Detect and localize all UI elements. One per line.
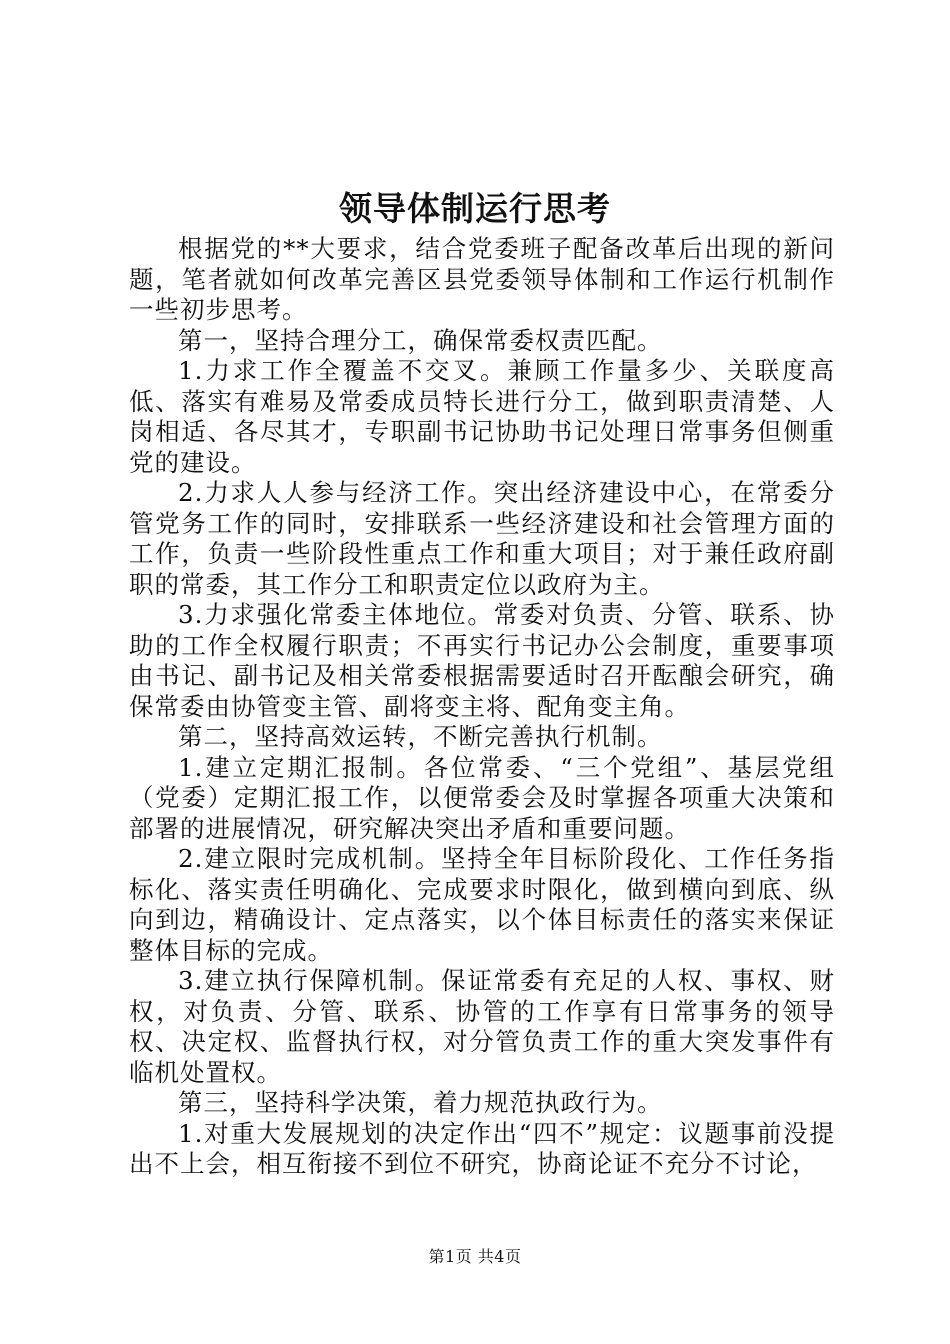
paragraph-2-2: 2.建立限时完成机制。坚持全年目标阶段化、工作任务指标化、落实责任明确化、完成要求时限化，做到横向到底、纵向到边，精确设计、定点落实，以个体目标责任的落实来保证整体目标的完成。 (129, 844, 835, 965)
document-title: 领导体制运行思考 (339, 189, 611, 228)
paragraph-3-1: 1.对重大发展规划的决定作出“四不”规定：议题事前没提出不上会，相互衔接不到位不研究，协商论证不充分不讨论， (129, 1118, 835, 1178)
paragraph-intro: 根据党的**大要求，结合党委班子配备改革后出现的新问题，笔者就如何改革完善区县党委领导体制和工作运行机制作一些初步思考。 (129, 234, 835, 324)
document-body (129, 234, 835, 1180)
paragraph-1-2: 2.力求人人参与经济工作。突出经济建设中心，在常委分管党务工作的同时，安排联系一些经济建设和社会管理方面的工作，负责一些阶段性重点工作和重大项目；对于兼任政府副职的常委，其工作分工和职责定位以政府为主。 (129, 478, 835, 599)
paragraph-1-3: 3.力求强化常委主体地位。常委对负责、分管、联系、协助的工作全权履行职责；不再实行书记办公会制度，重要事项由书记、副书记及相关常委根据需要适时召开酝酿会研究，确保常委由协管变主管、副将变主将、配角变主角。 (129, 600, 835, 721)
section-heading-2: 第二，坚持高效运转，不断完善执行机制。 (178, 722, 663, 751)
section-heading-3: 第三，坚持科学决策，着力规范执政行为。 (178, 1088, 663, 1117)
section-heading-1: 第一，坚持合理分工，确保常委权责匹配。 (178, 325, 663, 355)
paragraph-2-1: 1.建立定期汇报制。各位常委、“三个党组”、基层党组（党委）定期汇报工作，以便常委会及时掌握各项重大决策和部署的进展情况，研究解决突出矛盾和重要问题。 (129, 752, 835, 843)
page-footer: 第1页 共4页 (428, 1247, 522, 1266)
paragraph-1-1: 1.力求工作全覆盖不交叉。兼顾工作量多少、关联度高低、落实有难易及常委成员特长进行分工，做到职责清楚、人岗相适、各尽其才，专职副书记协助书记处理日常事务但侧重党的建设。 (129, 356, 835, 477)
paragraph-2-3: 3.建立执行保障机制。保证常委有充足的人权、事权、财权，对负责、分管、联系、协管的工作享有日常事务的领导权、决定权、监督执行权，对分管负责工作的重大突发事件有临机处置权。 (129, 966, 835, 1087)
